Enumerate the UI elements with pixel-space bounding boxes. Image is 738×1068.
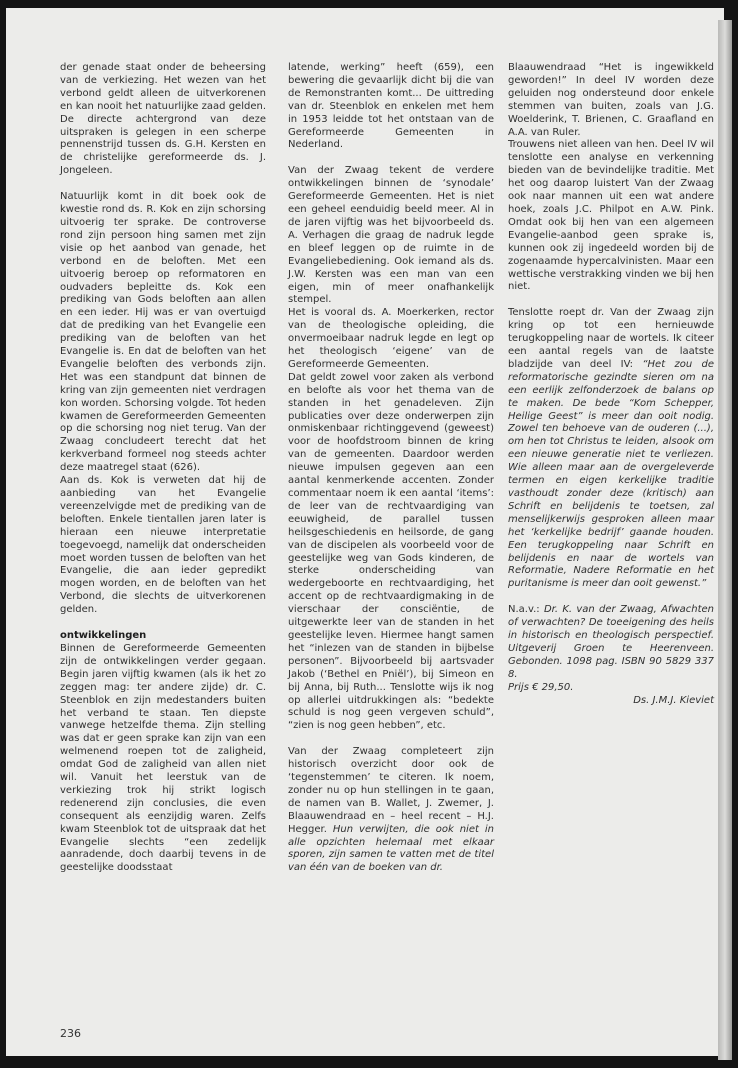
page-number: 236 xyxy=(60,1027,81,1040)
text-column-2 xyxy=(288,62,494,875)
paragraph: der genade staat onder de beheersing van de verkiezing. Het wezen van het verbond geldt alleen de uitverkorenen en kan nooit het natuurlijke zaad gelden. De directe achtergrond van deze uitspraken is gelegen in een scherpe pennenstrijd tussen ds. G.H. Kersten en de christelijke gereformeerde ds. J. Jongeleen. xyxy=(60,62,266,177)
paragraph: Aan ds. Kok is verweten dat hij de aanbieding van het Evangelie vereenzelvigde met de prediking van de beloften. Enkele tientallen jaren later is hieraan een nieuwe interpretatie toegevoegd, namelijk dat onderscheiden moet worden tussen de beloften van het Evangelie, die aan ieder gepredikt mogen worden, en de beloften van het Verbond, die slechts de uitverkorenen gelden. xyxy=(60,475,266,616)
paragraph: Natuurlijk komt in dit boek ook de kwestie rond ds. R. Kok en zijn schorsing uitvoerig ter sprake. De controverse rond zijn persoon hing samen met zijn visie op het aanbod van genade, het verbond en de beloften. Met een uitvoerig beroep op reformatoren en oudvaders bepleitte ds. Kok een prediking van Gods beloften aan allen en een ieder. Hij was er van overtuigd dat de prediking van het Evangelie een prediking van de beloften van het Evangelie is. En dat de beloften van het Evangelie beloften des verbonds zijn. Het was een standpunt dat binnen de kring van zijn gemeenten niet verdragen kon worden. Schorsing volgde. Tot heden kwamen de Gereformeerden Gemeenten op die schorsing nog niet terug. Van der Zwaag concludeert terecht dat het kerkverband formeel nog steeds achter deze maatregel staat (626). xyxy=(60,191,266,474)
paragraph: latende, werking” heeft (659), een bewering die gevaarlijk dicht bij die van de Remonstranten komt... De uittreding van dr. Steenblok en enkelen met hem in 1953 leidde tot het ontstaan van de Gereformeerde Gemeenten in Nederland. xyxy=(288,62,494,151)
quote-paragraph xyxy=(508,307,714,591)
page-edge xyxy=(718,20,732,1060)
page xyxy=(6,8,724,1056)
paragraph: Het is vooral ds. A. Moerkerken, rector van de theologische opleiding, die onvermoeibaar nadruk legde en legt op het theologisch ‘eigene’ van de Gereformeerde Gemeenten. xyxy=(288,307,494,370)
paragraph-italic-text: Hun verwijten, die ook niet in alle opzichten helemaal met elkaar sporen, zijn samen te vatten met de titel van één van de boeken van dr. xyxy=(288,823,494,874)
paragraph: Blaauwendraad “Het is ingewikkeld geworden!” In deel IV worden deze geluiden nog ondersteund door enkele stemmen van buiten, zoals van J.G. Woelderink, T. Brienen, C. Graafland en A.A. van Ruler. xyxy=(508,62,714,138)
paragraph: Van der Zwaag tekent de verdere ontwikkelingen binnen de ‘synodale’ Gereformeerde Gemeenten. Het is niet een geheel eenduidig beeld meer. Al in de jaren vijftig was het bijvoorbeeld ds. A. Verhagen die graag de nadruk legde en bleef leggen op de ruimte in de Evangeliebediening. Ook iemand als ds. J.W. Kersten was een man van een eigen, min of meer onafhankelijk stempel. xyxy=(288,165,494,306)
paragraph-text: Van der Zwaag completeert zijn historisch overzicht door ook de ‘tegenstemmen’ te citeren. Ik noem, zonder nu op hun stellingen in te gaan, de namen van B. Wallet, J. Zwemer, J. Blaauwendraad en – heel recent – H.J. Hegger. xyxy=(288,746,494,835)
book-reference xyxy=(508,604,714,694)
paragraph xyxy=(288,746,494,875)
paragraph: Trouwens niet alleen van hen. Deel IV wil tenslotte een analyse en verkenning bieden van de bevindelijke traditie. Met het oog daarop luistert Van der Zwaag ook naar mannen uit een wat andere hoek, zoals J.C. Philpot en A.W. Pink. Omdat ook bij hen van een algemeen Evangelie-aanbod geen sprake is, kunnen ook zij ingedeeld worden bij de zogenaamde hypercalvinisten. Maar een wettische verstrakking vinden we bij hen niet. xyxy=(508,139,714,293)
text-column-3 xyxy=(508,62,714,708)
quote-text: “Het zou de reformatorische gezindte sieren om na een eerlijk zelfonderzoek de balans op te maken. De bede “Kom Schepper, Heilige Geest” is meer dan ooit nodig. Zowel ten behoeve van de ouderen (...), om hen tot Christus te leiden, alsook om een nieuwe generatie niet te verliezen. Wie alleen maar aan de overgeleverde termen en eigen kerkelijke traditie vasthoudt zonder deze (kritisch) aan Schrift en belijdenis te toetsen, zal menselijkerwijs gesproken alleen maar het ‘kerkelijke bedrijf’ gaande houden. Een terugkoppeling naar Schrift en belijdenis en naar de wortels van Reformatie, Nadere Reformatie en het puritanisme is meer dan ooit gewenst.” xyxy=(508,358,714,590)
book-price: Prijs € 29,50. xyxy=(508,681,574,693)
reference-label: N.a.v.: xyxy=(508,604,540,616)
section-heading: ontwikkelingen xyxy=(60,630,147,642)
text-column-1 xyxy=(60,62,266,875)
reference-text: Dr. K. van der Zwaag, Afwachten of verwachten? De toeeigening des heils in historisch en theologisch perspectief. Uitgeverij Groen te Heerenveen. Gebonden. 1098 pag. ISBN 90 5829 337 8. xyxy=(508,604,714,680)
author-name: Ds. J.M.J. Kieviet xyxy=(633,694,714,706)
paragraph: Binnen de Gereformeerde Gemeenten zijn de ontwikkelingen verder gegaan. Begin jaren vijftig kwamen (als ik het zo zeggen mag: ter andere zijde) dr. C. Steenblok en zijn medestanders buiten het verband te staan. Ten diepste vanwege hetzelfde thema. Zijn stelling was dat er geen sprake kan zijn van een welmenend roepen tot de zaligheid, omdat God de zaligheid van allen niet wil. Vanuit het leerstuk van de verkiezing trok hij strikt logisch redenerend zijn conclusies, die even consequent als eenzijdig waren. Zelfs kwam Steenblok tot de uitspraak dat het Evangelie slechts “een zedelijk aanradende, doch daarbij tevens in de geestelijke doodsstaat xyxy=(60,642,266,874)
author-signature xyxy=(508,695,714,708)
quote-intro: Tenslotte roept dr. Van der Zwaag zijn kring op tot een hernieuwde terugkoppeling naar de wortels. Ik citeer een aantal regels van de laatste bladzijde van deel IV: xyxy=(508,307,714,370)
paragraph: Dat geldt zowel voor zaken als verbond en belofte als voor het thema van de standen in het genadeleven. Zijn publicaties over deze onderwerpen zijn onmiskenbaar richtinggevend (geweest) voor de hoofdstroom binnen de kring van de gemeenten. Daardoor werden nieuwe impulsen gegeven aan een aantal kenmerkende accenten. Zonder commentaar noem ik een aantal ‘items’: de leer van de rechtvaardiging van eeuwigheid, de parallel tussen heilsgeschiedenis en heilsorde, de gang van de discipelen als voorbeeld voor de geestelijke weg van Gods kinderen, de sterke onderscheiding van wedergeboorte en rechtvaardiging, het accent op de rechtvaardigmaking in de vierschaar der consciëntie, de uitgewerkte leer van de standen in het geestelijke leven. Hiermee hangt samen het “inlezen van de standen in bijbelse personen”. Bijvoorbeeld bij aartsvader Jakob (‘Bethel en Pniël’), bij Simeon en bij Anna, bij Ruth... Tenslotte wijs ik nog op allerlei uitdrukkingen als: “bedekte schuld is nog geen vergeven schuld”, “zien is nog geen hebben”, etc. xyxy=(288,371,494,732)
